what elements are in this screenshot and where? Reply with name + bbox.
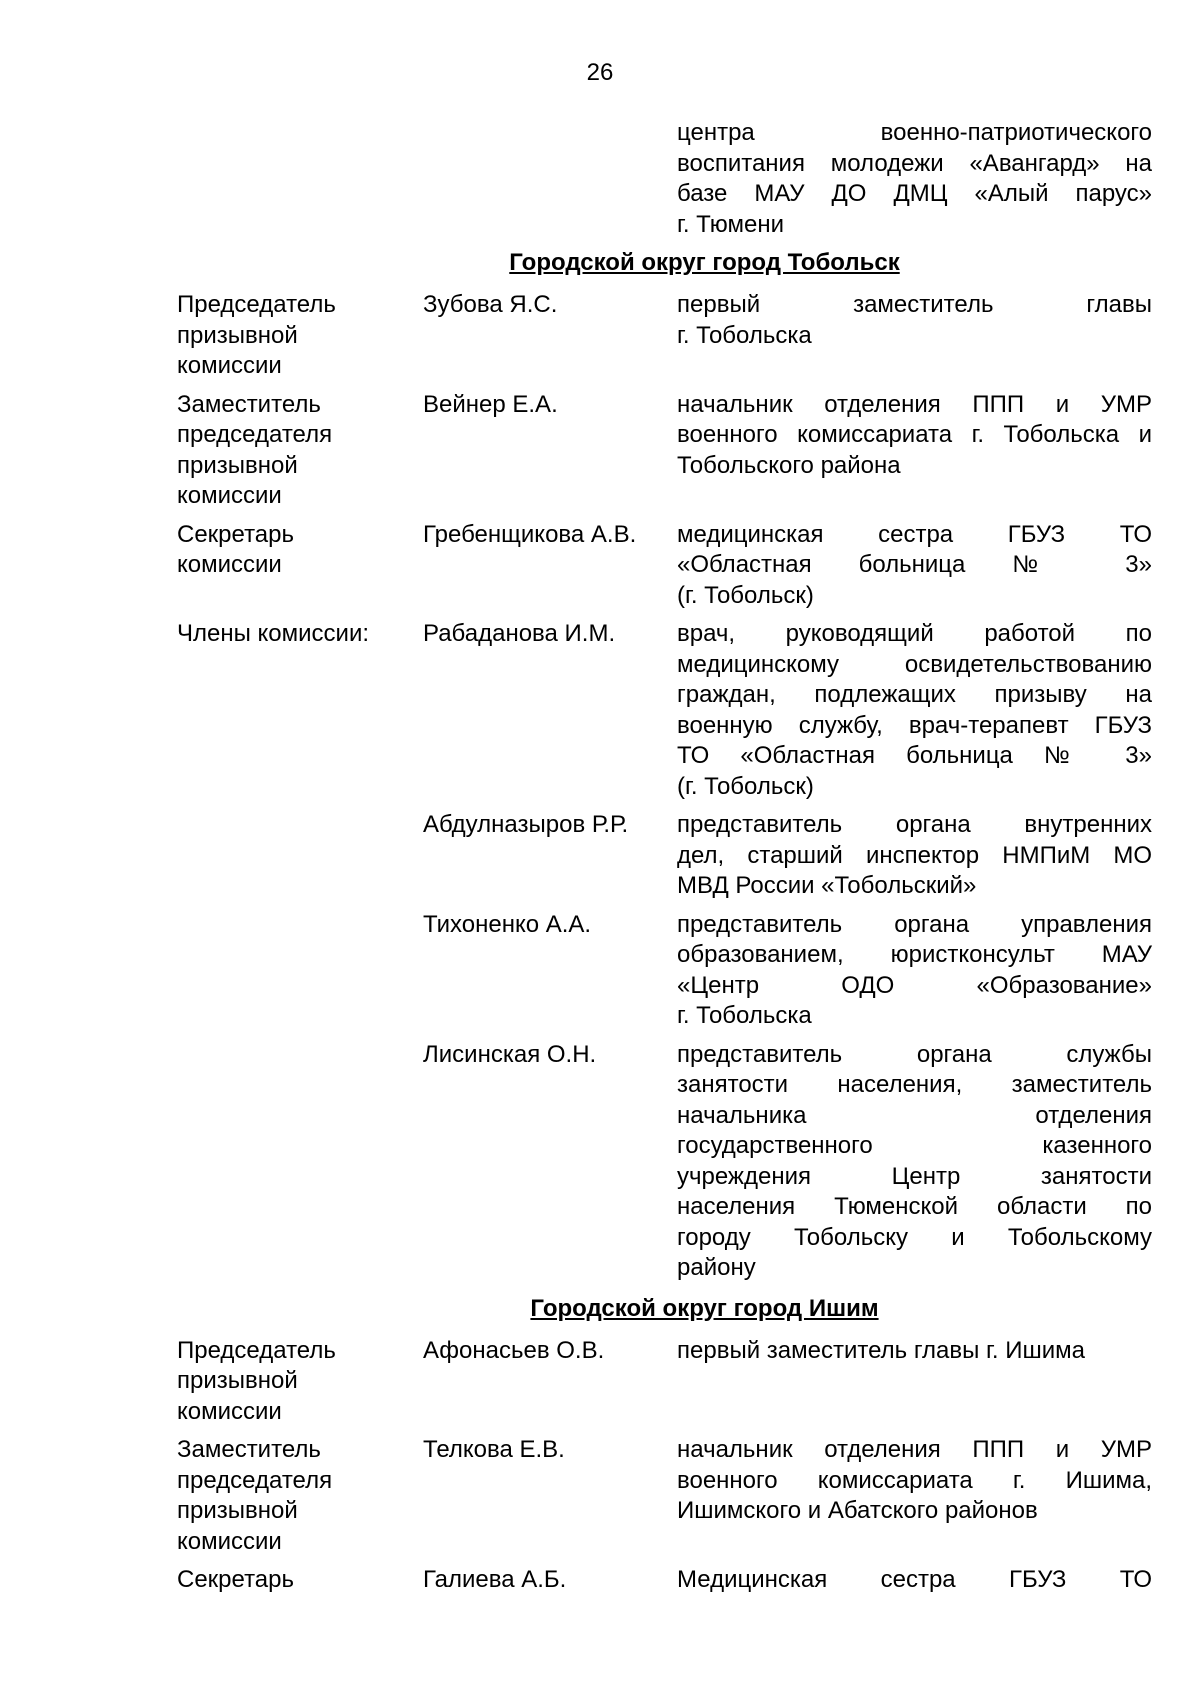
role-line: призывной <box>177 1497 298 1524</box>
role-line: Члены комиссии: <box>177 620 370 647</box>
role-cell <box>177 520 423 612</box>
role-line: комиссии <box>177 352 282 379</box>
text-line: первый заместитель главы г. Ишима <box>677 1336 1085 1364</box>
person-name: Зубова Я.С. <box>423 291 558 318</box>
role-cell <box>177 290 423 382</box>
text-line: государственного казенного <box>677 1132 1152 1159</box>
position-description <box>677 1565 1152 1596</box>
text-line: представитель органа внутренних <box>677 811 1152 838</box>
person-name: Лисинская О.Н. <box>423 1040 597 1068</box>
commission-member-row <box>177 910 1152 1032</box>
text-line: занятости населения, заместитель <box>677 1071 1152 1098</box>
role-cell <box>177 390 423 512</box>
person-name: Абдулназыров Р.Р. <box>423 811 629 838</box>
role-cell <box>177 1565 423 1596</box>
role-line: комиссии <box>177 1527 282 1555</box>
role-line: комиссии <box>177 551 282 578</box>
commission-member-row <box>177 1336 1152 1428</box>
position-description <box>677 520 1152 612</box>
document-body <box>177 118 1152 1604</box>
role-line: председателя <box>177 1466 333 1494</box>
text-line: воспитания молодежи «Авангард» на <box>677 149 1152 177</box>
text-line: базе МАУ ДО ДМЦ «Алый парус» <box>677 180 1152 207</box>
role-cell <box>177 810 423 902</box>
intro-row <box>177 118 1152 240</box>
text-line: (г. Тобольск) <box>677 772 814 800</box>
text-line: дел, старший инспектор НМПиМ МО <box>677 841 1152 869</box>
role-line: Секретарь <box>177 520 294 548</box>
commission-member-row <box>177 1040 1152 1284</box>
position-description <box>677 390 1152 512</box>
text-line: образованием, юристконсульт МАУ <box>677 941 1152 968</box>
text-line: «Областная больница № 3» <box>677 551 1152 578</box>
role-cell <box>177 619 423 802</box>
text-line: начальник отделения ППП и УМР <box>677 390 1152 418</box>
text-line: военного комиссариата г. Ишима, <box>677 1466 1152 1494</box>
position-description <box>677 910 1152 1032</box>
commission-member-row <box>177 290 1152 382</box>
text-line: врач, руководящий работой по <box>677 620 1152 647</box>
commission-member-row <box>177 1565 1152 1596</box>
role-line: Заместитель <box>177 1436 321 1463</box>
role-line: призывной <box>177 451 298 479</box>
text-line: городу Тобольску и Тобольскому <box>677 1223 1152 1251</box>
person-name: Телкова Е.В. <box>423 1436 565 1463</box>
position-description <box>677 1435 1152 1557</box>
commission-member-row <box>177 520 1152 612</box>
role-line: комиссии <box>177 482 282 509</box>
text-line: медицинская сестра ГБУЗ ТО <box>677 520 1152 548</box>
person-name: Афонасьев О.В. <box>423 1336 605 1364</box>
text-line: медицинскому освидетельствованию <box>677 650 1152 678</box>
text-line: Тобольского района <box>677 451 901 479</box>
text-line: г. Тюмени <box>677 210 785 238</box>
person-name: Гребенщикова А.В. <box>423 520 637 548</box>
position-description <box>677 1040 1152 1284</box>
position-description <box>677 1336 1152 1428</box>
role-line: Председатель <box>177 291 336 318</box>
position-description <box>677 619 1152 802</box>
intro-text <box>677 118 1152 240</box>
role-cell <box>177 1040 423 1284</box>
position-description <box>677 290 1152 382</box>
role-line: Секретарь <box>177 1566 294 1593</box>
text-line: первый заместитель главы <box>677 291 1152 318</box>
page-number: 26 <box>586 59 614 86</box>
section-heading: Городской округ город Тобольск <box>509 249 900 276</box>
role-cell <box>177 1336 423 1428</box>
text-line: г. Тобольска <box>677 1002 812 1029</box>
role-line: призывной <box>177 321 298 349</box>
person-name: Галиева А.Б. <box>423 1566 567 1593</box>
text-line: Ишимского и Абатского районов <box>677 1497 1038 1524</box>
text-line: представитель органа управления <box>677 910 1152 938</box>
text-line: начальника отделения <box>677 1101 1152 1129</box>
text-line: «Центр ОДО «Образование» <box>677 971 1152 999</box>
role-line: Заместитель <box>177 390 321 418</box>
role-cell <box>177 910 423 1032</box>
text-line: населения Тюменской области по <box>677 1193 1152 1220</box>
text-line: военную службу, врач-терапевт ГБУЗ <box>677 711 1152 739</box>
commission-member-row <box>177 810 1152 902</box>
role-line: призывной <box>177 1367 298 1394</box>
text-line: ТО «Областная больница № 3» <box>677 742 1152 769</box>
text-line: учреждения Центр занятости <box>677 1162 1152 1190</box>
text-line: Медицинская сестра ГБУЗ ТО <box>677 1566 1152 1593</box>
commission-member-row <box>177 1435 1152 1557</box>
text-line: району <box>677 1254 756 1281</box>
person-name: Рабаданова И.М. <box>423 620 616 647</box>
role-line: председателя <box>177 421 333 448</box>
text-line: центра военно-патриотического <box>677 119 1152 146</box>
role-line: комиссии <box>177 1397 282 1425</box>
text-line: начальник отделения ППП и УМР <box>677 1436 1152 1463</box>
text-line: (г. Тобольск) <box>677 581 814 609</box>
text-line: представитель органа службы <box>677 1040 1152 1068</box>
position-description <box>677 810 1152 902</box>
person-name: Вейнер Е.А. <box>423 390 558 418</box>
commission-member-row <box>177 390 1152 512</box>
text-line: военного комиссариата г. Тобольска и <box>677 421 1152 448</box>
text-line: г. Тобольска <box>677 321 812 349</box>
text-line: МВД России «Тобольский» <box>677 872 977 899</box>
text-line: граждан, подлежащих призыву на <box>677 681 1152 708</box>
commission-member-row <box>177 619 1152 802</box>
person-name: Тихоненко А.А. <box>423 910 592 938</box>
role-cell <box>177 1435 423 1557</box>
role-line: Председатель <box>177 1336 336 1364</box>
section-heading: Городской округ город Ишим <box>530 1294 879 1322</box>
